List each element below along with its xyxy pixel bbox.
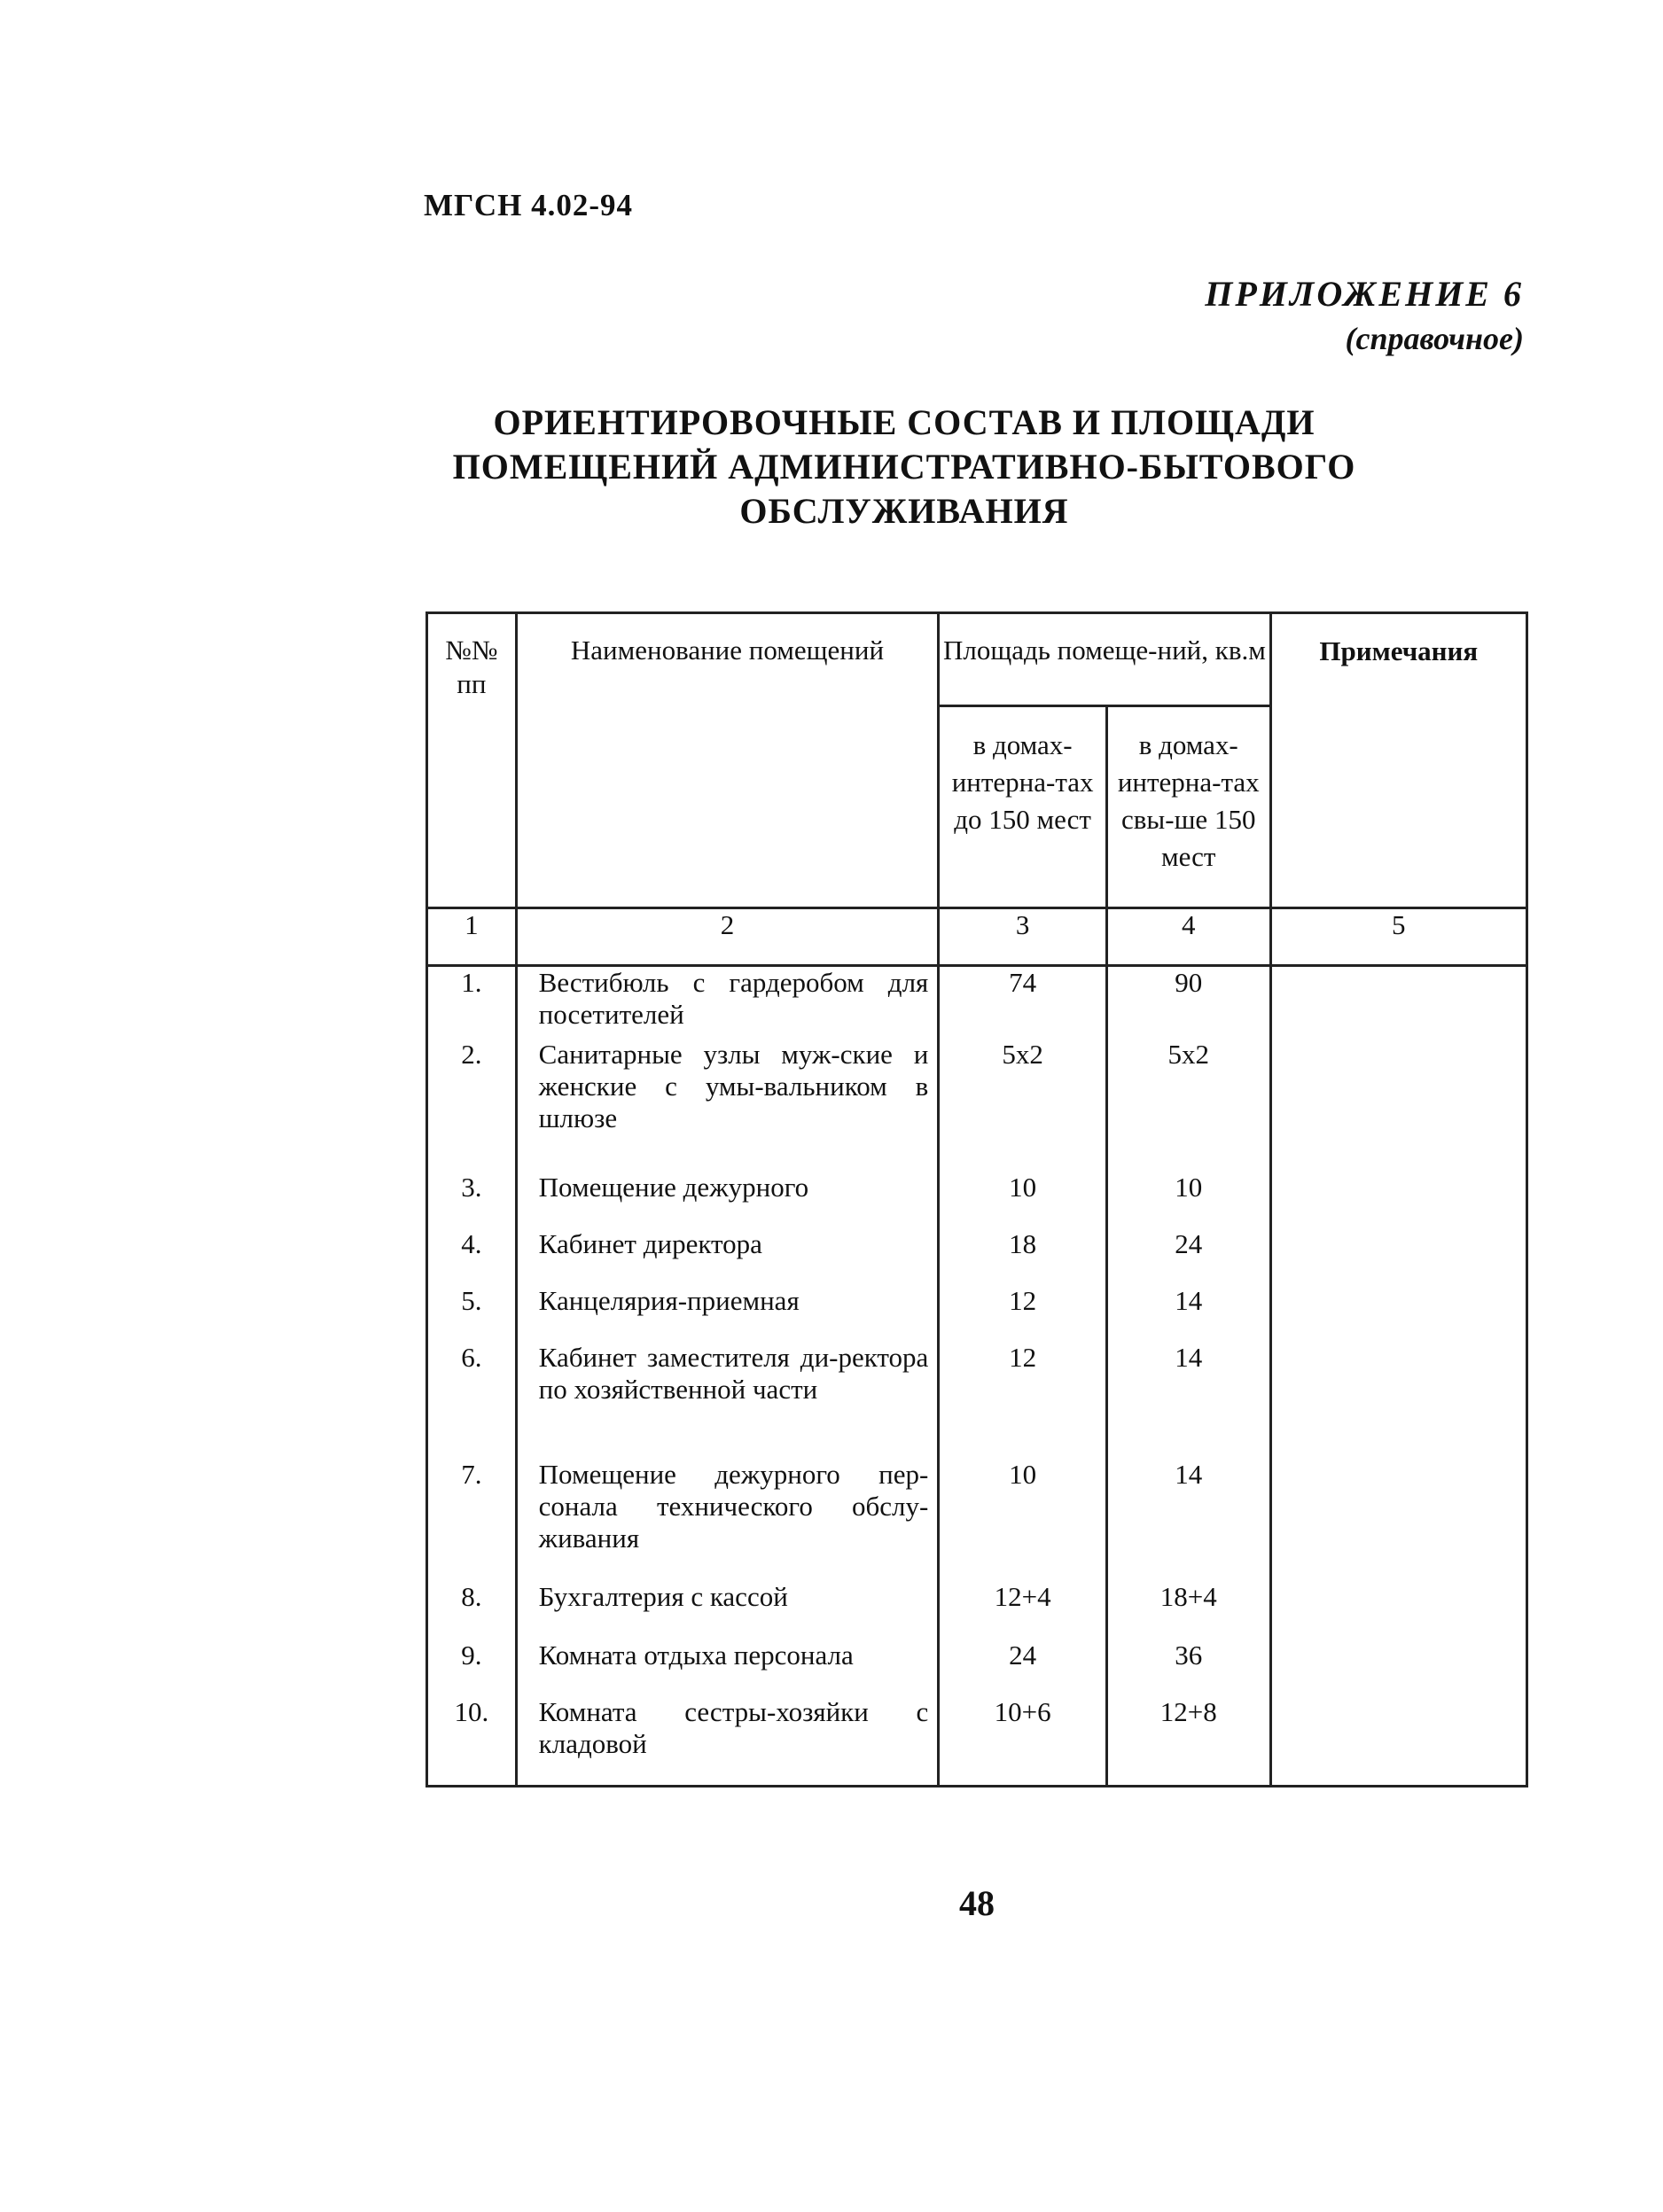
row-note — [1270, 1581, 1526, 1640]
row-num: 1. — [427, 966, 517, 1039]
row-name: Канцелярия-приемная — [516, 1285, 939, 1342]
row-num: 4. — [427, 1228, 517, 1285]
row-name: Помещение дежурного — [516, 1172, 939, 1228]
row-note — [1270, 1342, 1526, 1459]
rooms-table — [426, 611, 1528, 1788]
row-area-large: 90 — [1106, 966, 1270, 1039]
row-area-small: 18 — [939, 1228, 1107, 1285]
row-area-large: 18+4 — [1106, 1581, 1270, 1640]
row-note — [1270, 1172, 1526, 1228]
row-note — [1270, 1039, 1526, 1172]
row-area-small: 10 — [939, 1172, 1107, 1228]
row-num: 6. — [427, 1342, 517, 1459]
header-area-small: в домах-интерна-тах до 150 мест — [939, 705, 1107, 907]
row-area-large: 14 — [1106, 1459, 1270, 1581]
row-note — [1270, 1459, 1526, 1581]
page-title — [408, 401, 1401, 534]
row-num: 3. — [427, 1172, 517, 1228]
title-line: ОБСЛУЖИВАНИЯ — [739, 491, 1069, 531]
header-num: №№ пп — [427, 613, 517, 908]
row-name: Кабинет директора — [516, 1228, 939, 1285]
column-index: 2 — [516, 908, 939, 966]
header-area: Площадь помеще-ний, кв.м — [939, 613, 1270, 706]
row-area-small: 12+4 — [939, 1581, 1107, 1640]
row-num: 9. — [427, 1640, 517, 1696]
row-name: Комната отдыха персонала — [516, 1640, 939, 1696]
row-num: 7. — [427, 1459, 517, 1581]
row-area-large: 36 — [1106, 1640, 1270, 1696]
row-name: Помещение дежурного пер-сонала технического обслу-живания — [516, 1459, 939, 1581]
row-area-small: 74 — [939, 966, 1107, 1039]
header-area-large: в домах-интерна-тах свы-ше 150 мест — [1106, 705, 1270, 907]
row-num: 2. — [427, 1039, 517, 1172]
document-code: МГСН 4.02-94 — [424, 188, 633, 222]
row-area-small: 5х2 — [939, 1039, 1107, 1172]
row-area-large: 10 — [1106, 1172, 1270, 1228]
row-name: Кабинет заместителя ди-ректора по хозяйственной части — [516, 1342, 939, 1459]
table-row — [427, 1039, 1527, 1172]
column-index: 4 — [1106, 908, 1270, 966]
row-area-small: 10 — [939, 1459, 1107, 1581]
appendix-title: ПРИЛОЖЕНИЕ 6 — [1205, 274, 1524, 314]
row-area-small: 24 — [939, 1640, 1107, 1696]
row-note — [1270, 966, 1526, 1039]
table-row — [427, 966, 1527, 1039]
row-note — [1270, 1228, 1526, 1285]
table-row — [427, 1172, 1527, 1228]
header-name: Наименование помещений — [516, 613, 939, 908]
table-row — [427, 1342, 1527, 1459]
column-index-row — [427, 908, 1527, 966]
page-number: 48 — [959, 1883, 995, 1923]
row-num: 10. — [427, 1696, 517, 1787]
row-name: Вестибюль с гардеробом для посетителей — [516, 966, 939, 1039]
row-num: 8. — [427, 1581, 517, 1640]
table-row — [427, 1285, 1527, 1342]
appendix-heading — [1205, 273, 1524, 357]
table-row — [427, 1228, 1527, 1285]
title-line: ОРИЕНТИРОВОЧНЫЕ СОСТАВ И ПЛОЩАДИ — [493, 402, 1316, 442]
row-area-large: 12+8 — [1106, 1696, 1270, 1787]
row-note — [1270, 1696, 1526, 1787]
row-area-small: 10+6 — [939, 1696, 1107, 1787]
row-area-small: 12 — [939, 1285, 1107, 1342]
row-num: 5. — [427, 1285, 517, 1342]
column-index: 1 — [427, 908, 517, 966]
table-row — [427, 1640, 1527, 1696]
appendix-subtitle: (справочное) — [1345, 321, 1524, 356]
row-note — [1270, 1285, 1526, 1342]
row-area-large: 5х2 — [1106, 1039, 1270, 1172]
row-area-small: 12 — [939, 1342, 1107, 1459]
row-area-large: 24 — [1106, 1228, 1270, 1285]
row-area-large: 14 — [1106, 1285, 1270, 1342]
title-line: ПОМЕЩЕНИЙ АДМИНИСТРАТИВНО-БЫТОВОГО — [452, 447, 1356, 487]
row-name: Санитарные узлы муж-ские и женские с умы-вальником в шлюзе — [516, 1039, 939, 1172]
column-index: 3 — [939, 908, 1107, 966]
table-row — [427, 1459, 1527, 1581]
row-note — [1270, 1640, 1526, 1696]
table-row — [427, 1581, 1527, 1640]
row-name: Комната сестры-хозяйки с кладовой — [516, 1696, 939, 1787]
row-name: Бухгалтерия с кассой — [516, 1581, 939, 1640]
row-area-large: 14 — [1106, 1342, 1270, 1459]
table-row — [427, 1696, 1527, 1787]
header-notes: Примечания — [1270, 613, 1526, 908]
table-header-row — [427, 613, 1527, 706]
column-index: 5 — [1270, 908, 1526, 966]
